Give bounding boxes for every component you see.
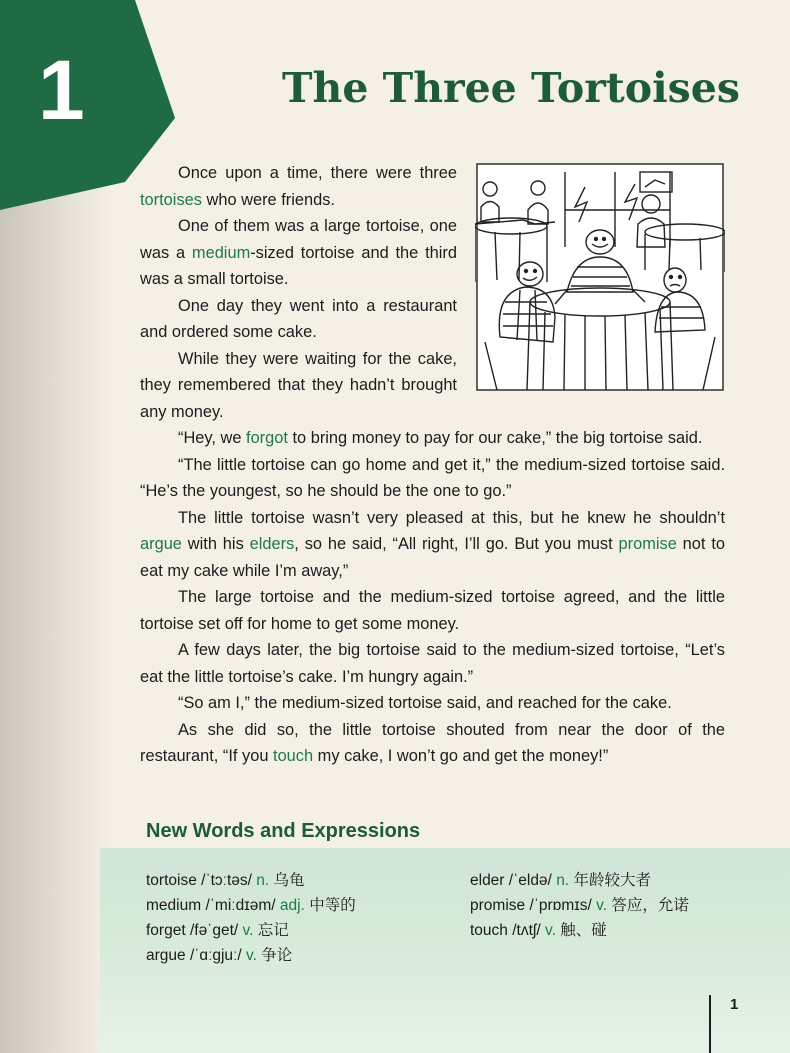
story-text: [140, 160, 725, 770]
story-paragraph: “The little tortoise can go home and get it,” the medium-sized tortoise said. “He’s the youngest, so he should be the one to go.”: [140, 455, 725, 500]
vocab-highlight: argue: [140, 535, 182, 553]
vocab-highlight: medium: [191, 243, 251, 262]
vocab-entry: argue /ˈɑːgjuː/ v. 争论: [146, 947, 293, 964]
vocab-entry: medium /ˈmiːdɪəm/ adj. 中等的: [146, 897, 356, 914]
page-title: The Three Tortoises: [282, 64, 740, 112]
chapter-number: 1: [38, 43, 85, 137]
vocab-entry: elder /ˈeldə/ n. 年龄较大者: [470, 872, 651, 889]
story-paragraph: Once upon a time, there were three tortoises who were friends.: [140, 164, 457, 209]
story-paragraph: The large tortoise and the medium-sized tortoise agreed, and the little tortoise set off for home to get some money.: [140, 588, 725, 633]
page-number-rule: [709, 995, 711, 1053]
vocab-highlight: tortoises: [140, 190, 202, 209]
page-number: 1: [730, 996, 739, 1013]
story-paragraph: One of them was a large tortoise, one was a medium-sized tortoise and the third was a small tortoise.: [140, 217, 457, 288]
story-paragraph: As she did so, the little tortoise shouted from near the door of the restaurant, “If you touch my cake, I won’t go and get the money!”: [140, 720, 725, 765]
vocab-entry: touch /tʌtʃ/ v. 触、碰: [470, 922, 607, 939]
vocab-heading: New Words and Expressions: [146, 820, 421, 842]
story-paragraph: The little tortoise wasn’t very pleased at this, but he knew he shouldn’t argue with his elders, so he said, “All right, I’ll go. But you must promise not to eat my cake while I’m away,”: [140, 508, 726, 580]
story-paragraph: A few days later, the big tortoise said to the medium-sized tortoise, “Let’s eat the little tortoise’s cake. I’m hungry again.”: [140, 641, 725, 686]
vocab-highlight: touch: [273, 747, 314, 765]
vocab-entry: tortoise /ˈtɔːtəs/ n. 乌龟: [146, 872, 305, 889]
story-paragraph: While they were waiting for the cake, they remembered that they hadn’t brought any money.: [140, 349, 457, 421]
vocab-entry: forget /fəˈget/ v. 忘记: [146, 922, 289, 939]
vocab-entry: promise /ˈprɒmɪs/ v. 答应，允诺: [470, 897, 689, 914]
vocab-highlight: promise: [618, 535, 677, 553]
vocab-highlight: elders: [249, 535, 295, 553]
vocab-highlight: forgot: [246, 429, 288, 447]
story-paragraph: “So am I,” the medium-sized tortoise said, and reached for the cake.: [178, 694, 672, 712]
story-paragraph: “Hey, we forgot to bring money to pay for our cake,” the big tortoise said.: [178, 429, 703, 447]
story-paragraph: One day they went into a restaurant and ordered some cake.: [140, 296, 457, 341]
restaurant-illustration: [475, 162, 725, 392]
